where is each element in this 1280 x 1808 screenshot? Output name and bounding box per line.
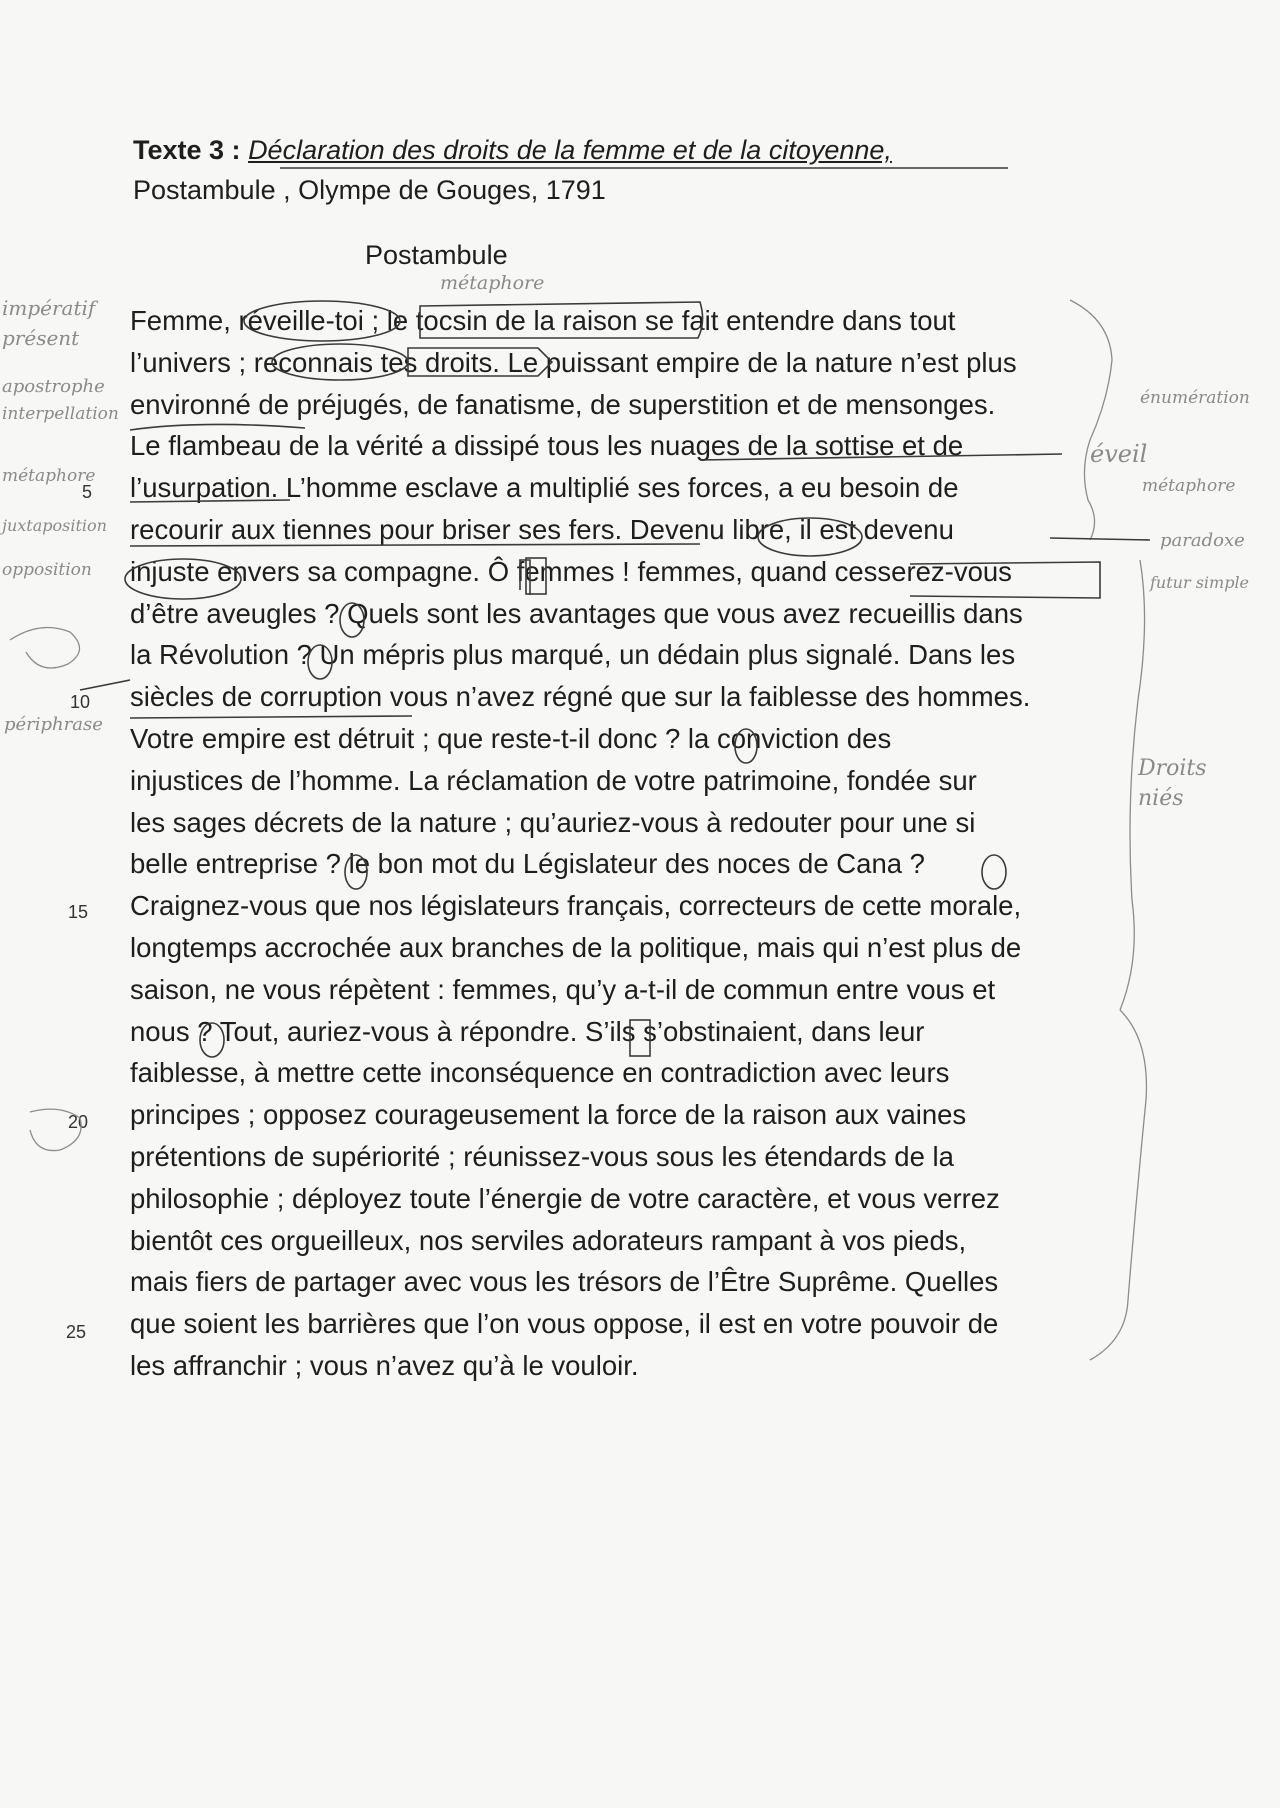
note-periphrase: périphrase (4, 714, 103, 735)
text-line: injustices de l’homme. La réclamation de votre patrimoine, fondée sur (130, 764, 977, 796)
note-juxtaposition: juxtaposition (2, 516, 107, 535)
text-line: bientôt ces orgueilleux, nos serviles adorateurs rampant à vos pieds, (130, 1224, 967, 1256)
text-line: Votre empire est détruit ; que reste-t-il donc ? la conviction des (130, 722, 892, 754)
text-line: longtemps accrochée aux branches de la politique, mais qui n’est plus de (130, 931, 1022, 963)
text-line: les sages décrets de la nature ; qu’auriez-vous à redouter pour une si (130, 806, 976, 838)
line-number: 25 (66, 1322, 87, 1342)
text-line: Le flambeau de la vérité a dissipé tous les nuages de la sottise et de (130, 430, 964, 462)
note-paradoxe: paradoxe (1160, 530, 1245, 551)
text-label: Texte 3 : (133, 135, 241, 165)
text-line: belle entreprise ? le bon mot du Législateur des noces de Cana ? (130, 848, 925, 880)
body-text (130, 300, 1140, 1387)
text-line: d’être aveugles ? Quels sont les avantages que vous avez recueillis dans (130, 597, 1023, 629)
text-line: l’usurpation. L’homme esclave a multiplié ses forces, a eu besoin de (130, 472, 959, 504)
text-line: mais fiers de partager avec vous les trésors de l’Être Suprême. Quelles (130, 1266, 999, 1298)
header-subtitle: Postambule , Olympe de Gouges, 1791 (133, 175, 606, 205)
note-futur-simple: futur simple (1150, 573, 1250, 592)
section-heading: Postambule (365, 240, 508, 270)
text-line: nous ? Tout, auriez-vous à répondre. S’ils s’obstinaient, dans leur (130, 1015, 925, 1047)
line-number: 15 (68, 902, 89, 922)
text-line: la Révolution ? Un mépris plus marqué, un dédain plus signalé. Dans les (130, 639, 1016, 671)
line-number: 10 (70, 692, 91, 712)
note-eveil: éveil (1090, 440, 1148, 468)
text-line: philosophie ; déployez toute l’énergie de votre caractère, et vous verrez (130, 1182, 1000, 1214)
text-line: Craignez-vous que nos législateurs français, correcteurs de cette morale, (130, 890, 1022, 922)
note-interpellation: interpellation (2, 404, 119, 424)
header-title-line (133, 130, 892, 170)
note-present: présent (2, 326, 80, 350)
text-line: faiblesse, à mettre cette inconséquence en contradiction avec leurs (130, 1057, 950, 1089)
line-number: 20 (68, 1112, 89, 1132)
note-apostrophe: apostrophe (2, 376, 105, 397)
note-metaphore-right: métaphore (1142, 476, 1236, 496)
text-line: l’univers ; reconnais tes droits. Le puissant empire de la nature n’est plus (130, 346, 1017, 378)
text-line: les affranchir ; vous n’avez qu’à le vouloir. (130, 1349, 639, 1381)
text-line: Femme, réveille-toi ; le tocsin de la raison se fait entendre dans tout (130, 305, 956, 336)
note-metaphore-top: métaphore (440, 272, 545, 294)
document-header (133, 130, 892, 210)
text-line: saison, ne vous répètent : femmes, qu’y a-t-il de commun entre vous et (130, 973, 996, 1005)
text-line: que soient les barrières que l’on vous oppose, il est en votre pouvoir de (130, 1308, 999, 1340)
text-line: injuste envers sa compagne. Ô femmes ! femmes, quand cesserez-vous (130, 555, 1012, 587)
arrow-siecles (80, 680, 130, 690)
note-opposition: opposition (2, 560, 92, 580)
note-metaphore-left: métaphore (2, 466, 96, 486)
text-line: environné de préjugés, de fanatisme, de superstition et de mensonges. (130, 388, 996, 420)
note-imperatif: impératif (2, 296, 96, 320)
text-line: principes ; opposez courageusement la force de la raison aux vaines (130, 1099, 967, 1131)
text-line: siècles de corruption vous n’avez régné que sur la faiblesse des hommes. (130, 681, 1031, 713)
text-line: recourir aux tiennes pour briser ses fers. Devenu libre, il est devenu (130, 513, 954, 545)
left-swirl-1 (10, 628, 80, 669)
work-title: Déclaration des droits de la femme et de la citoyenne, (248, 135, 892, 165)
note-droits-nies: Droits niés (1138, 756, 1207, 811)
note-enumeration: énumération (1140, 388, 1250, 408)
line-number: 5 (82, 482, 93, 502)
text-line: prétentions de supériorité ; réunissez-vous sous les étendards de la (130, 1140, 954, 1172)
